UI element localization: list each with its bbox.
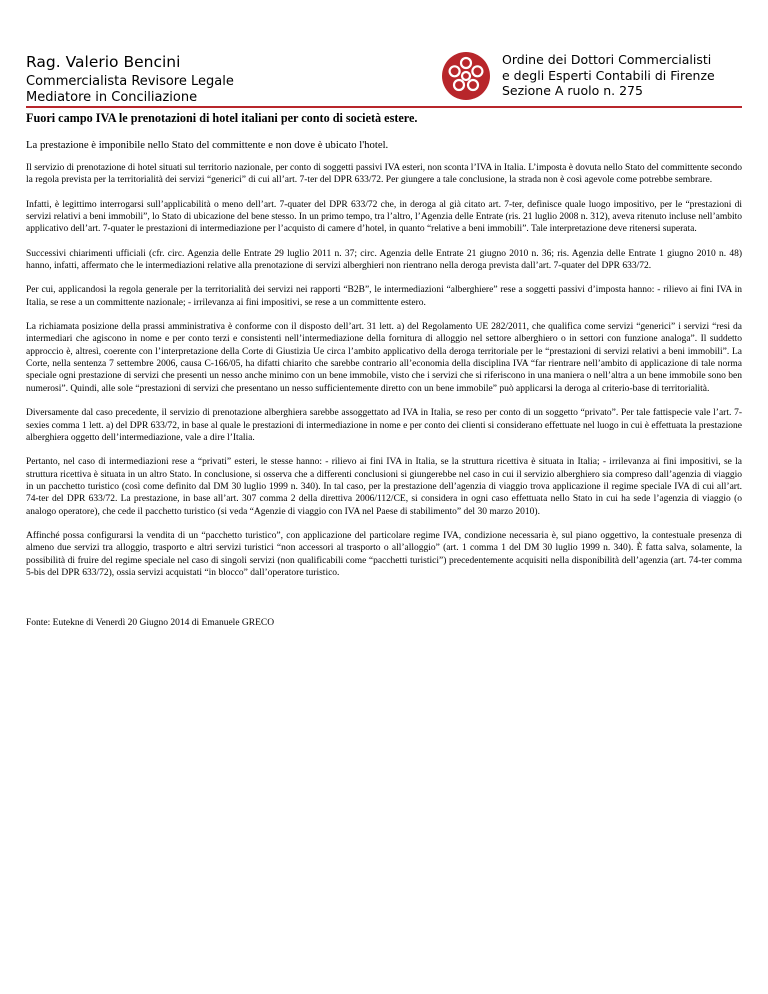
order-name-line2: e degli Esperti Contabili di Firenze — [502, 67, 715, 83]
accountant-name: Rag. Valerio Bencini — [26, 53, 181, 71]
paragraph: Diversamente dal caso precedente, il servizio di prenotazione alberghiera sarebbe assoggettato ad IVA in Italia, se reso per conto di un soggetto “privato”. Per tale fattispecie vale l’art. 7-sexies comma 1 lett. a) del DPR 633/72, in base al quale le prestazioni di intermediazione in nome e per conto dei clienti si considerano effettuate nel luogo in cui è effettuata la prestazione alberghiera oggetto dell’intermediazione, vale a dire l’Italia. — [26, 408, 742, 443]
paragraph: Successivi chiarimenti ufficiali (cfr. circ. Agenzia delle Entrate 29 luglio 2011 n. 37; circ. Agenzia delle Entrate 21 giugno 2010 n. 36; ris. Agenzia delle Entrate 1 giugno 2010 n. 48) hanno, infatti, affermato che le intermediazioni relative alla prenotazione di servizi alberghieri non rientrano nella deroga prevista dall’art. 7-quater del DPR 633/72. — [26, 248, 742, 272]
article-subtitle: La prestazione è imponibile nello Stato del committente e non dove è ubicato l'hotel. — [26, 139, 389, 151]
article-source: Fonte: Eutekne di Venerdì 20 Giugno 2014 di Emanuele GRECO — [26, 618, 275, 629]
article — [26, 110, 742, 629]
paragraph: Il servizio di prenotazione di hotel situati sul territorio nazionale, per conto di soggetti passivi IVA esteri, non sconta l’IVA in Italia. L’imposta è dovuta nello Stato del committente secondo la regola prevista per la territorialità dei servizi “generici” di cui all’art. 7-ter del DPR 633/72. Per giungere a tale conclusione, la strada non è così agevole come potrebbe sembrare. — [26, 163, 742, 186]
paragraph: Affinché possa configurarsi la vendita di un “pacchetto turistico”, con applicazione del particolare regime IVA, condizione necessaria è, sul piano oggettivo, la contestuale presenza di almeno due servizi tra alloggio, trasporto e altri servizi turistici “non accessori al trasporto o all’alloggio” (art. 1 comma 1 del DM 30 luglio 1999 n. 340). È fatta salva, solamente, la possibilità di fruire del regime speciale nel caso di singoli servizi (non qualificabili come “pacchetti turistici”) precedentemente acquisiti nella disponibilità dell’agenzia (art. 74-ter comma 5-bis del DPR 633/72), ossia servizi acquistati “in blocco” dall’operatore turistico. — [26, 530, 742, 578]
accountant-role: Commercialista Revisore Legale — [26, 74, 234, 89]
order-name-line1: Ordine dei Dottori Commercialisti — [502, 52, 712, 67]
order-section: Sezione A ruolo n. 275 — [502, 83, 643, 98]
paragraph: Pertanto, nel caso di intermediazioni rese a “privati” esteri, le stesse hanno: - rilievo ai fini IVA in Italia, se la struttura ricettiva è situata in Italia; - irrilevanza ai fini impositivi, se la struttura ricettiva è situata in un altro Stato. In conclusione, si osserva che a differenti conclusioni si giungerebbe nel caso in cui il servizio alberghiero sia compreso dall’agenzia di viaggio in un pacchetto turistico (così come definito dal DM 30 luglio 1999 n. 340). In tal caso, per la prestazione dell’agenzia di viaggio trova applicazione il regime speciale IVA di cui all’art. 74-ter del DPR 633/72. La prestazione, in base all’art. 307 comma 2 della direttiva 2006/112/CE, si considera in ogni caso effettuata nello Stato in cui ha sede l’agenzia di viaggio (o analogo operatore), che cede il pacchetto turistico (si veda “Agenzie di viaggio con IVA nel Paese di stabilimento” del 30 marzo 2010). — [26, 457, 742, 517]
header-divider — [26, 106, 742, 108]
paragraph: La richiamata posizione della prassi amministrativa è conforme con il disposto dell’art. 31 lett. a) del Regolamento UE 282/2011, che qualifica come servizi “generici” i servizi “resi da intermediari che agiscono in nome e per conto terzi e consistenti nell’intermediazione della fornitura di alloggio nel settore alberghiero o in settori con funzione analoga”. Il suddetto approccio è, altresì, coerente con l’interpretazione della Corte di Giustizia Ue circa l’ambito applicativo della deroga territoriale per le “prestazioni di servizi relativi a beni immobili”. La Corte, nella sentenza 7 settembre 2006, causa C-166/05, ha difatti chiarito che sarebbe contrario all’economia della disciplina IVA “far rientrare nell’ambito di applicazione di tale norma speciale ogni prestazione di servizi che presenti un nesso anche minimo con un bene immobile, visto che i servizi che si riferiscono in una maniera o nell’altra a un bene immobile sono ben numerosi”. Quindi, alle sole “prestazioni di servizi che presentano un nesso sufficientemente diretto con un bene immobile” può applicarsi la deroga al criterio-base di territorialità. — [26, 322, 742, 394]
order-logo-icon — [440, 50, 492, 102]
paragraph: Infatti, è legittimo interrogarsi sull’applicabilità o meno dell’art. 7-quater del DPR 633/72 che, in deroga al già citato art. 7-ter, definisce quale luogo impositivo, per le “prestazioni di servizi relativi a beni immobili”, lo Stato di ubicazione del bene stesso. In un primo tempo, tra l’altro, l’Agenzia delle Entrate (ris. 21 luglio 2008 n. 312), aveva ritenuto incluse nell’ambito applicativo dell’art. 7-quater le prestazioni di intermediazione per l’acquisto di camere d’hotel, in quanto “relative a beni immobili”. Tale interpretazione deve ritenersi superata. — [26, 199, 742, 235]
accountant-role-2: Mediatore in Conciliazione — [26, 90, 198, 105]
paragraph: Per cui, applicandosi la regola generale per la territorialità dei servizi nei rapporti “B2B”, le intermediazioni “alberghiere” rese a soggetti passivi d’imposta hanno: - rilievo ai fini IVA in Italia, se rese a un committente nazionale; - irrilevanza ai fini impositivi, se rese a un committente estero. — [26, 285, 742, 308]
letterhead-right — [502, 52, 715, 99]
article-title: Fuori campo IVA le prenotazioni di hotel italiani per conto di società estere. — [26, 111, 418, 125]
letterhead-left — [26, 52, 234, 106]
